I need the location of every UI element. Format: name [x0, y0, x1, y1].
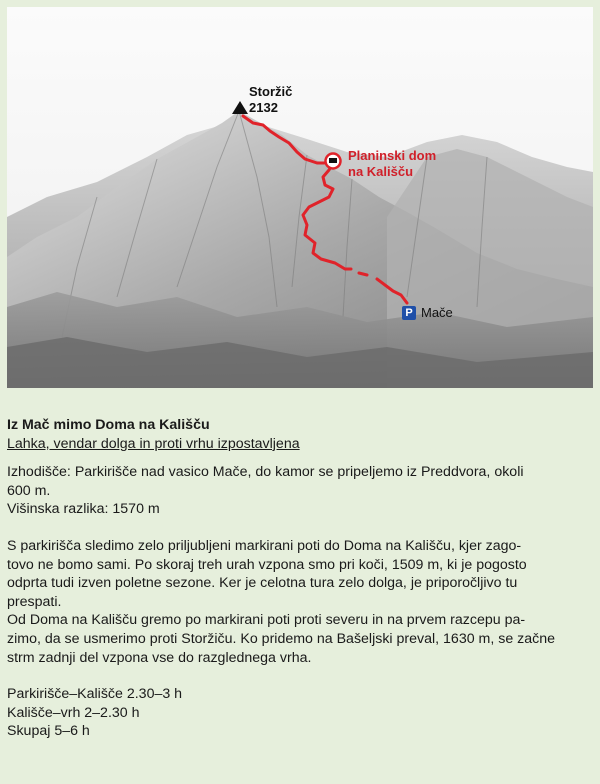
hut-label [348, 148, 436, 180]
description-line: prespati. [7, 593, 62, 610]
start-label: Mače [421, 305, 453, 320]
route-subtitle: Lahka, vendar dolga in proti vrhu izpostavljena [7, 435, 300, 452]
relief-map [7, 7, 593, 388]
route-description [7, 416, 593, 741]
peak-elevation: 2132 [249, 100, 278, 115]
description-line: Od Doma na Kališču gremo po markirani poti proti severu in na prvem razcepu pa- [7, 612, 526, 629]
description-line: tovo ne bomo sami. Po skoraj treh urah vzpona smo pri koči, 1509 m, ki je pogosto [7, 556, 527, 573]
info-line: Izhodišče: Parkirišče nad vasico Mače, do kamor se pripeljemo iz Preddvora, okoli [7, 464, 524, 481]
hut-label-line2: na Kališču [348, 164, 414, 179]
parking-icon: P [402, 306, 416, 320]
terrain-illustration [7, 7, 593, 388]
time-line: Skupaj 5–6 h [7, 723, 90, 740]
peak-name: Storžič [249, 84, 293, 99]
description-paragraph-1 [7, 537, 593, 611]
route-title: Iz Mač mimo Doma na Kališču [7, 417, 210, 433]
description-line: odprta tudi izven poletne sezone. Ker je celotna tura zelo dolga, je priporočljivo tu [7, 575, 518, 592]
description-line: S parkirišča sledimo zelo priljubljeni markirani poti do Doma na Kališču, kjer zago- [7, 537, 522, 554]
route-info [7, 463, 593, 519]
time-line: Kališče–vrh 2–2.30 h [7, 704, 140, 721]
description-paragraph-2 [7, 611, 593, 667]
route-times [7, 685, 593, 741]
peak-label [249, 84, 292, 116]
description-line: strm zadnji del vzpona vse do razglednega vrha. [7, 649, 312, 666]
info-line: Višinska razlika: 1570 m [7, 501, 160, 518]
time-line: Parkirišče–Kališče 2.30–3 h [7, 686, 183, 703]
description-line: zimo, da se usmerimo proti Storžiču. Ko pridemo na Bašeljski preval, 1630 m, se začne [7, 630, 556, 647]
info-line: 600 m. [7, 482, 51, 499]
hut-label-line1: Planinski dom [348, 148, 437, 163]
